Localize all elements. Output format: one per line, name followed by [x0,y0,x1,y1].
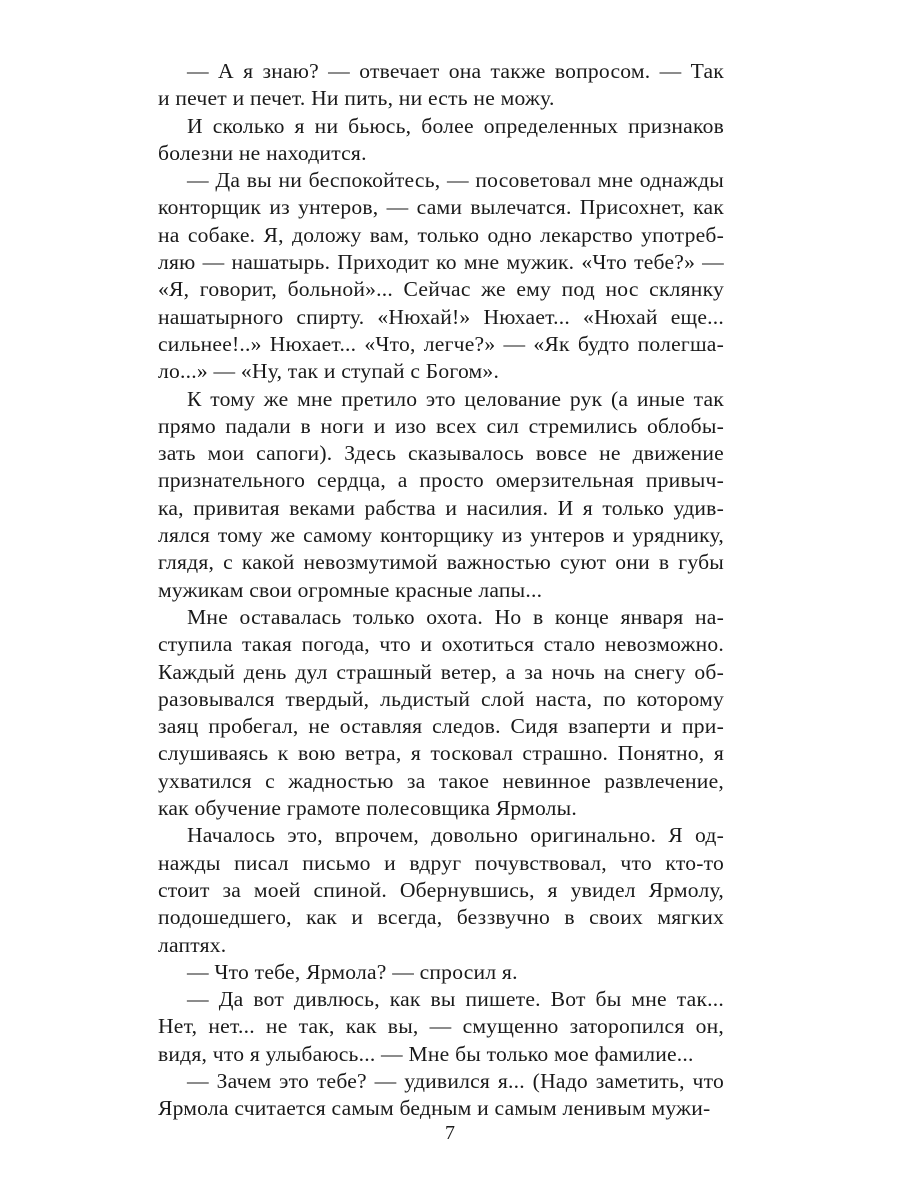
paragraph [158,386,724,604]
text-line: разовывался твердый, льдистый слой наста, по которому [158,686,724,711]
text-line: Ярмола считается самым бедным и самым ленивым мужи- [158,1096,711,1121]
text-line: К тому же мне претило это целование рук (а иные так [187,386,724,411]
text-line: видя, что я улыбаюсь... — Мне бы только мое фамилие... [158,1041,694,1066]
text-line: ступила такая погода, что и охотиться стало невозможно. [158,632,724,657]
text-line: — Что тебе, Ярмола? — спросил я. [187,959,518,984]
text-line: конторщик из унтеров, — сами вылечатся. Присохнет, как [158,195,724,220]
text-line: сильнее!..» Нюхает... «Что, легче?» — «Як будто полегша- [158,331,724,356]
page-text-body [158,58,724,1123]
text-line: ка, привитая веками рабства и насилия. И я только удив- [158,495,724,520]
text-line: «Я, говорит, больной»... Сейчас же ему под нос склянку [158,277,724,302]
text-line: слушиваясь к вою ветра, я тосковал страшно. Понятно, я [158,741,724,766]
text-line: лаптях. [158,932,227,957]
text-line: заяц пробегал, не оставляя следов. Сидя взаперти и при- [158,714,724,739]
text-line: мужикам свои огромные красные лапы... [158,577,543,602]
text-line: — Да вот дивлюсь, как вы пишете. Вот бы мне так... [187,987,724,1012]
text-line: Нет, нет... не так, как вы, — смущенно заторопился он, [158,1014,724,1039]
text-line: Началось это, впрочем, довольно оригинально. Я од- [187,823,724,848]
paragraph [158,1068,724,1123]
text-line: лялся тому же самому конторщику из унтеров и уряднику, [158,523,724,548]
paragraph [158,167,724,385]
text-line: и печет и печет. Ни пить, ни есть не можу. [158,86,555,111]
text-line: — Зачем это тебе? — удивился я... (Надо заметить, что [187,1068,724,1093]
paragraph [158,822,724,958]
text-line: признательного сердца, а просто омерзительная привыч- [158,468,724,493]
text-line: И сколько я ни бьюсь, более определенных признаков [187,113,724,138]
text-line: — Да вы ни беспокойтесь, — посоветовал мне однажды [187,168,724,193]
paragraph [158,959,724,986]
text-line: ло...» — «Ну, так и ступай с Богом». [158,359,500,384]
paragraph [158,604,724,822]
text-line: ляю — нашатырь. Приходит ко мне мужик. «Что тебе?» — [158,250,724,275]
text-line: — А я знаю? — отвечает она также вопросом. — Так [187,59,724,83]
text-line: болезни не находится. [158,140,367,165]
text-line: на собаке. Я, доложу вам, только одно лекарство употреб- [158,222,724,247]
text-line: глядя, с какой невозмутимой важностью суют они в губы [158,550,724,575]
paragraph [158,58,724,113]
text-line: как обучение грамоте полесовщика Ярмолы. [158,796,578,821]
text-line: подошедшего, как и всегда, беззвучно в своих мягких [158,905,724,930]
page-number: 7 [445,1122,455,1144]
paragraph [158,986,724,1068]
text-line: Каждый день дул страшный ветер, а за ночь на снегу об- [158,659,724,684]
text-line: зать мои сапоги). Здесь сказывалось вовсе не движение [158,441,724,466]
text-line: Мне оставалась только охота. Но в конце января на- [187,604,724,629]
text-line: стоит за моей спиной. Обернувшись, я увидел Ярмолу, [158,877,724,902]
text-line: нажды писал письмо и вдруг почувствовал, что кто-то [158,850,724,875]
text-line: прямо падали в ноги и изо всех сил стремились облобы- [158,413,724,438]
text-line: ухватился с жадностью за такое невинное развлечение, [158,768,724,793]
text-line: нашатырного спирту. «Нюхай!» Нюхает... «Нюхай еще... [158,304,724,329]
paragraph [158,113,724,168]
